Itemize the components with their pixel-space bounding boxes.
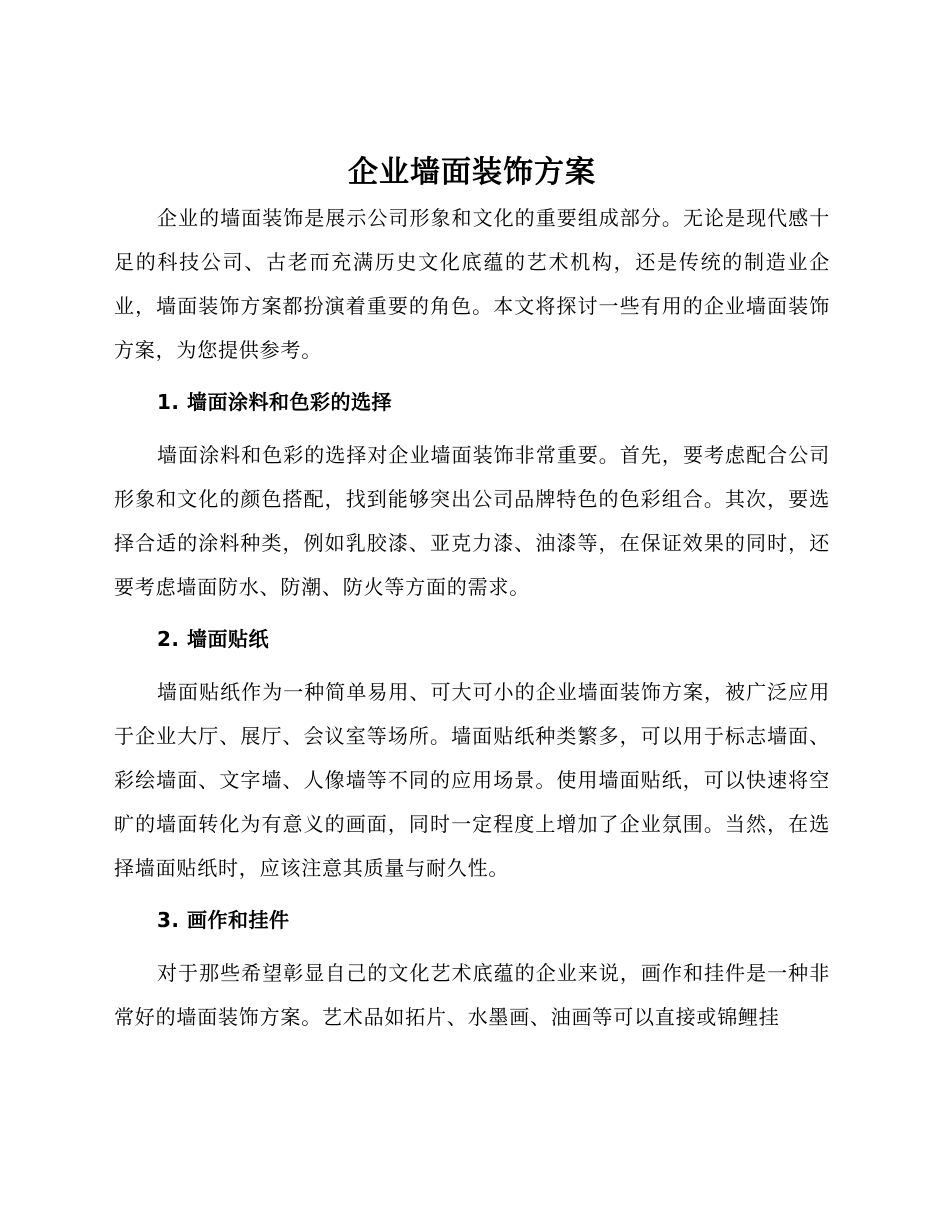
section-heading-art: 3. 画作和挂件 xyxy=(157,908,290,932)
section-heading-stickers: 2. 墙面贴纸 xyxy=(157,627,269,651)
document-title: 企业墙面装饰方案 xyxy=(348,155,596,190)
section-heading-paint: 1. 墙面涂料和色彩的选择 xyxy=(157,390,392,414)
section-body-stickers: 墙面贴纸作为一种简单易用、可大可小的企业墙面装饰方案，被广泛应用于企业大厅、展厅、会议室等场所。墙面贴纸种类繁多，可以用于标志墙面、彩绘墙面、文字墙、人像墙等不同的应用场景。使用墙面贴纸，可以快速将空旷的墙面转化为有意义的画面，同时一定程度上增加了企业氛围。当然，在选择墙面贴纸时，应该注意其质量与耐久性。 xyxy=(114,680,830,880)
section-body-art: 对于那些希望彰显自己的文化艺术底蕴的企业来说，画作和挂件是一种非常好的墙面装饰方案。艺术品如拓片、水墨画、油画等可以直接或锦鲤挂 xyxy=(114,961,830,1029)
section-body-paint: 墙面涂料和色彩的选择对企业墙面装饰非常重要。首先，要考虑配合公司形象和文化的颜色搭配，找到能够突出公司品牌特色的色彩组合。其次，要选择合适的涂料种类，例如乳胶漆、亚克力漆、油漆等，在保证效果的同时，还要考虑墙面防水、防潮、防火等方面的需求。 xyxy=(114,443,830,599)
document-page xyxy=(114,150,830,1039)
intro-paragraph: 企业的墙面装饰是展示公司形象和文化的重要组成部分。无论是现代感十足的科技公司、古老而充满历史文化底蕴的艺术机构，还是传统的制造业企业，墙面装饰方案都扮演着重要的角色。本文将探讨一些有用的企业墙面装饰方案，为您提供参考。 xyxy=(114,206,830,362)
